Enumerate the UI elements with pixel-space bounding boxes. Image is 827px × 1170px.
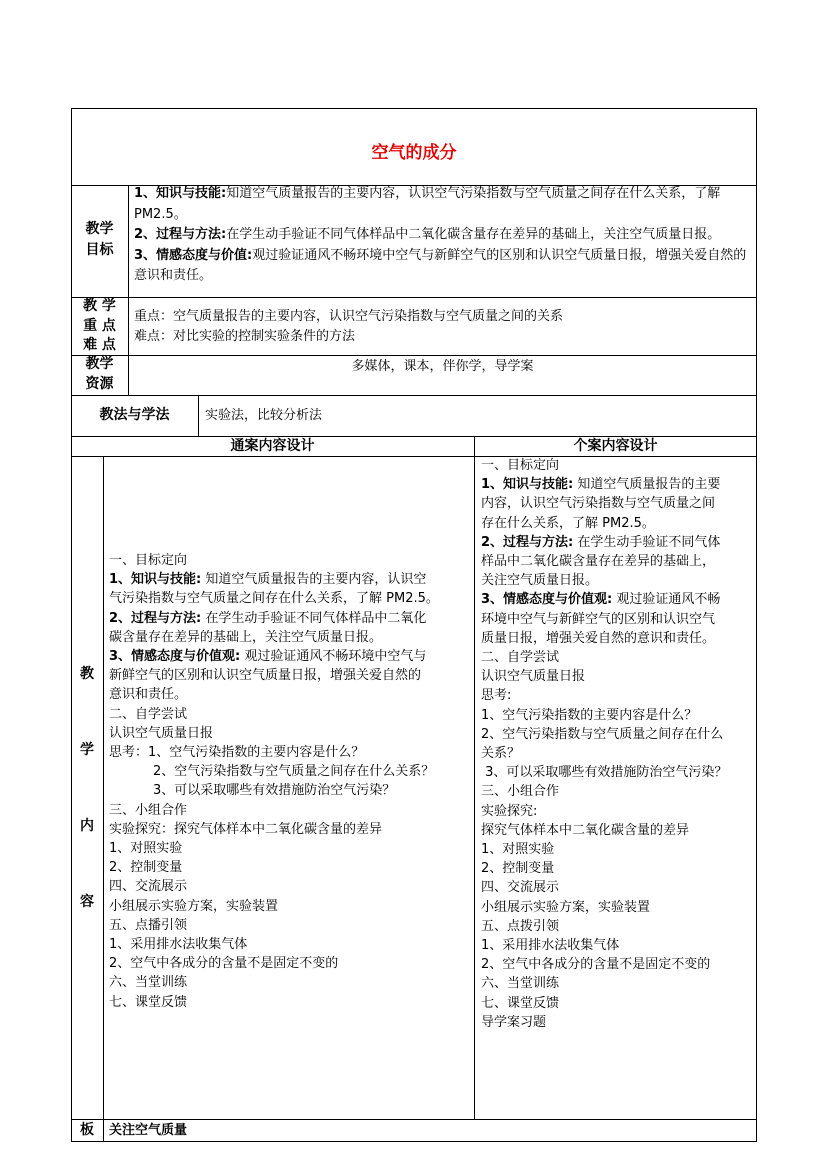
list-item: 2、空气中各成分的含量不是固定不变的 (109, 956, 339, 972)
list-item: 二、自学尝试 (109, 706, 188, 722)
list-item: 小组展示实验方案，实验装置 (481, 899, 651, 915)
resources-label: 教学 资源 (85, 356, 114, 392)
col-divider (198, 395, 199, 436)
list-item: 五、点播引领 (109, 917, 188, 933)
methods-content: 实验法，比较分析法 (205, 408, 323, 423)
list-item: 意识和责任。 (109, 687, 188, 703)
individual-design-content (481, 456, 755, 1032)
list-item: 一、目标定向 (481, 458, 560, 473)
col-divider (474, 436, 475, 1119)
list-item: 三、小组合作 (481, 784, 560, 800)
individual-design-header: 个案内容设计 (573, 438, 658, 454)
list-item: 存在什么关系，了解 PM2.5。 (481, 515, 655, 531)
list-item: 1、知识与技能: 知道空气质量报告的主要内容，认识空 (109, 572, 427, 588)
goals-content (134, 184, 752, 287)
list-item: 导学案习题 (481, 1014, 547, 1030)
list-item: 新鲜空气的区别和认识空气质量日报，增强关爱自然的 (109, 668, 422, 684)
list-item: 2、空气污染指数与空气质量之间存在什么 (481, 726, 724, 742)
list-item: 环境中空气与新鲜空气的区别和认识空气 (481, 611, 716, 627)
row-divider (71, 395, 757, 396)
list-item: 3、可以采取哪些有效措施防治空气污染？ (153, 783, 396, 799)
list-item: 实验探究: (481, 803, 538, 819)
list-item: 气污染指数与空气质量之间存在什么关系，了解 PM2.5。 (109, 591, 439, 607)
goal-attitude: 3、情感态度与价值:观过验证通风不畅环境中空气与新鲜空气的区别和认识空气质量日报，增强关爱自然的意识和责任。 (134, 247, 747, 283)
list-item: 3、情感态度与价值观: 观过验证通风不畅 (481, 592, 721, 608)
goal-process: 2、过程与方法:在学生动手验证不同气体样品中二氧化碳含量存在差异的基础上，关注空气质量日报。 (134, 227, 721, 242)
list-item: 认识空气质量日报 (109, 725, 214, 741)
general-design-header: 通案内容设计 (230, 438, 315, 454)
list-item: 内容，认识空气污染指数与空气质量之间 (481, 496, 716, 512)
general-design-content (109, 551, 471, 1012)
list-item: 2、过程与方法: 在学生动手验证不同气体样品中二氧化 (109, 610, 427, 626)
list-item: 五、点拨引领 (481, 918, 560, 934)
list-item: 1、对照实验 (109, 841, 183, 857)
list-item: 1、采用排水法收集气体 (109, 937, 248, 953)
list-item: 1、空气污染指数的主要内容是什么？ (481, 707, 698, 723)
list-item: 三、小组合作 (109, 802, 188, 818)
board-label: 板 (80, 1122, 94, 1138)
list-item: 关注空气质量日报。 (481, 573, 599, 589)
list-item: 2、控制变量 (481, 861, 555, 877)
list-item: 思考: (481, 688, 512, 704)
methods-label: 教法与学法 (99, 407, 170, 423)
page-title: 空气的成分 (371, 143, 457, 163)
row-divider (71, 1119, 757, 1120)
key-points-label: 教 学 重 点 难 点 (83, 298, 116, 353)
list-item: 六、当堂训练 (109, 975, 188, 991)
col-divider (103, 456, 104, 1142)
list-item: 七、课堂反馈 (109, 994, 188, 1010)
goal-knowledge: 1、知识与技能:知道空气质量报告的主要内容，认识空气污染指数与空气质量之间存在什么关系，了解 PM2.5。 (134, 186, 721, 222)
list-item: 四、交流展示 (481, 880, 560, 896)
list-item: 七、课堂反馈 (481, 995, 560, 1011)
board-content: 关注空气质量 (109, 1123, 188, 1138)
row-divider (71, 297, 757, 298)
row-divider (71, 355, 757, 356)
list-item: 2、空气中各成分的含量不是固定不变的 (481, 957, 711, 973)
list-item: 认识空气质量日报 (481, 669, 586, 685)
list-item: 实验探究：探究气体样本中二氧化碳含量的差异 (109, 821, 383, 837)
goals-label: 教学 目标 (85, 221, 114, 258)
list-item: 四、交流展示 (109, 879, 188, 895)
key-points-content: 重点：空气质量报告的主要内容，认识空气污染指数与空气质量之间的关系 难点：对比实验的控制实验条件的方法 (134, 309, 564, 344)
list-item: 小组展示实验方案，实验装置 (109, 898, 279, 914)
list-item: 2、空气污染指数与空气质量之间存在什么关系？ (153, 764, 435, 780)
list-item: 碳含量存在差异的基础上，关注空气质量日报。 (109, 629, 383, 645)
list-item: 质量日报，增强关爱自然的意识和责任。 (481, 630, 716, 646)
resources-content: 多媒体，课本，伴你学，导学案 (351, 359, 534, 374)
list-item: 样品中二氧化碳含量存在差异的基础上， (481, 554, 716, 570)
list-item: 六、当堂训练 (481, 976, 560, 992)
list-item: 探究气体样本中二氧化碳含量的差异 (481, 822, 690, 838)
list-item: 1、采用排水法收集气体 (481, 938, 620, 954)
list-item: 关系？ (481, 746, 521, 762)
list-item: 二、自学尝试 (481, 650, 560, 666)
list-item: 一、目标定向 (109, 553, 188, 568)
list-item: 1、知识与技能: 知道空气质量报告的主要 (481, 477, 721, 493)
list-item: 3、可以采取哪些有效措施防治空气污染？ (481, 765, 728, 781)
list-item: 1、对照实验 (481, 842, 555, 858)
list-item: 2、过程与方法: 在学生动手验证不同气体 (481, 534, 721, 550)
list-item: 思考：1、空气污染指数的主要内容是什么？ (109, 745, 365, 761)
list-item: 2、控制变量 (109, 860, 183, 876)
list-item: 3、情感态度与价值观: 观过验证通风不畅环境中空气与 (109, 649, 427, 665)
